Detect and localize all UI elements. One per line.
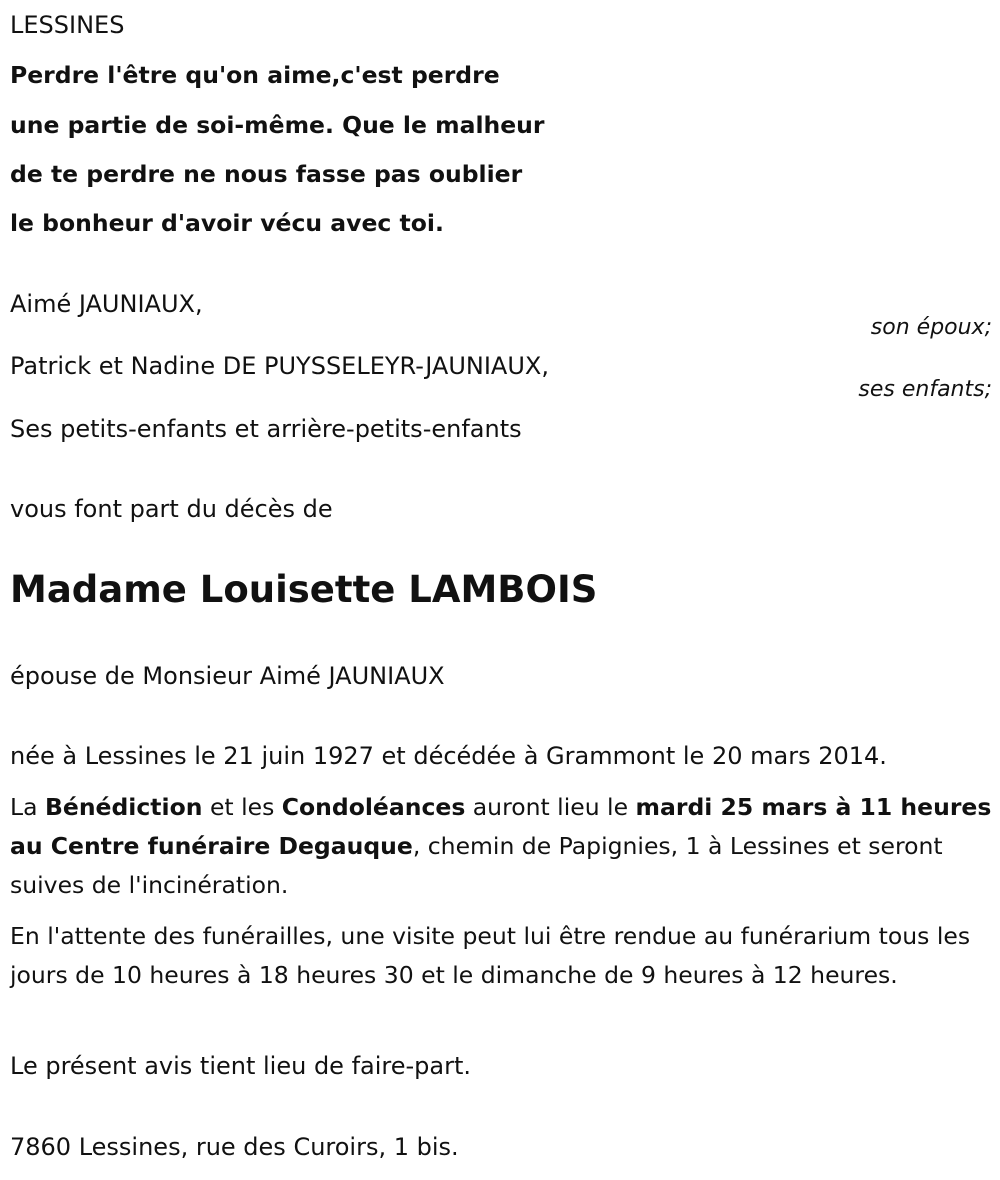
ceremony-benediction: Bénédiction [44,793,203,821]
ceremony-paragraph [10,788,992,905]
ceremony-condoleances: Condoléances [281,793,466,821]
spouse-name: Aimé JAUNIAUX, [10,290,203,318]
deceased-relation: épouse de Monsieur Aimé JAUNIAUX [10,662,445,690]
ceremony-text-1: La [10,793,45,821]
poem-line-2: une partie de soi-même. Que le malheur [10,111,545,139]
notice-line: Le présent avis tient lieu de faire-part. [10,1052,472,1080]
address-line: 7860 Lessines, rue des Curoirs, 1 bis. [10,1133,459,1161]
visit-paragraph: En l'attente des funérailles, une visite peut lui être rendue au funérarium tous les jours de 10 heures à 18 heures 30 et le dimanche de 9 heures à 12 heures. [10,922,971,989]
city-header: LESSINES [10,11,125,39]
grandchildren: Ses petits-enfants et arrière-petits-enfants [10,415,522,443]
announce-intro: vous font part du décès de [10,495,333,523]
children-role: ses enfants; [858,377,992,402]
deceased-name: Madame Louisette LAMBOIS [10,568,598,611]
spouse-role: son époux; [870,315,992,340]
deceased-dates: née à Lessines le 21 juin 1927 et décédée à Grammont le 20 mars 2014. [10,742,887,770]
poem-line-1: Perdre l'être qu'on aime,c'est perdre [10,61,500,89]
ceremony-text-3: auront lieu le [465,793,636,821]
children-names: Patrick et Nadine DE PUYSSELEYR-JAUNIAUX, [10,352,549,380]
ceremony-date-place: mardi 25 mars à 11 heures au Centre funéraire Degauque [10,793,992,860]
ceremony-text-4: , chemin de Papignies, 1 à Lessines et seront suives de l'incinération. [10,832,943,899]
poem-line-3: de te perdre ne nous fasse pas oublier [10,160,523,188]
poem-line-4: le bonheur d'avoir vécu avec toi. [10,209,444,237]
ceremony-text-2: et les [202,793,282,821]
